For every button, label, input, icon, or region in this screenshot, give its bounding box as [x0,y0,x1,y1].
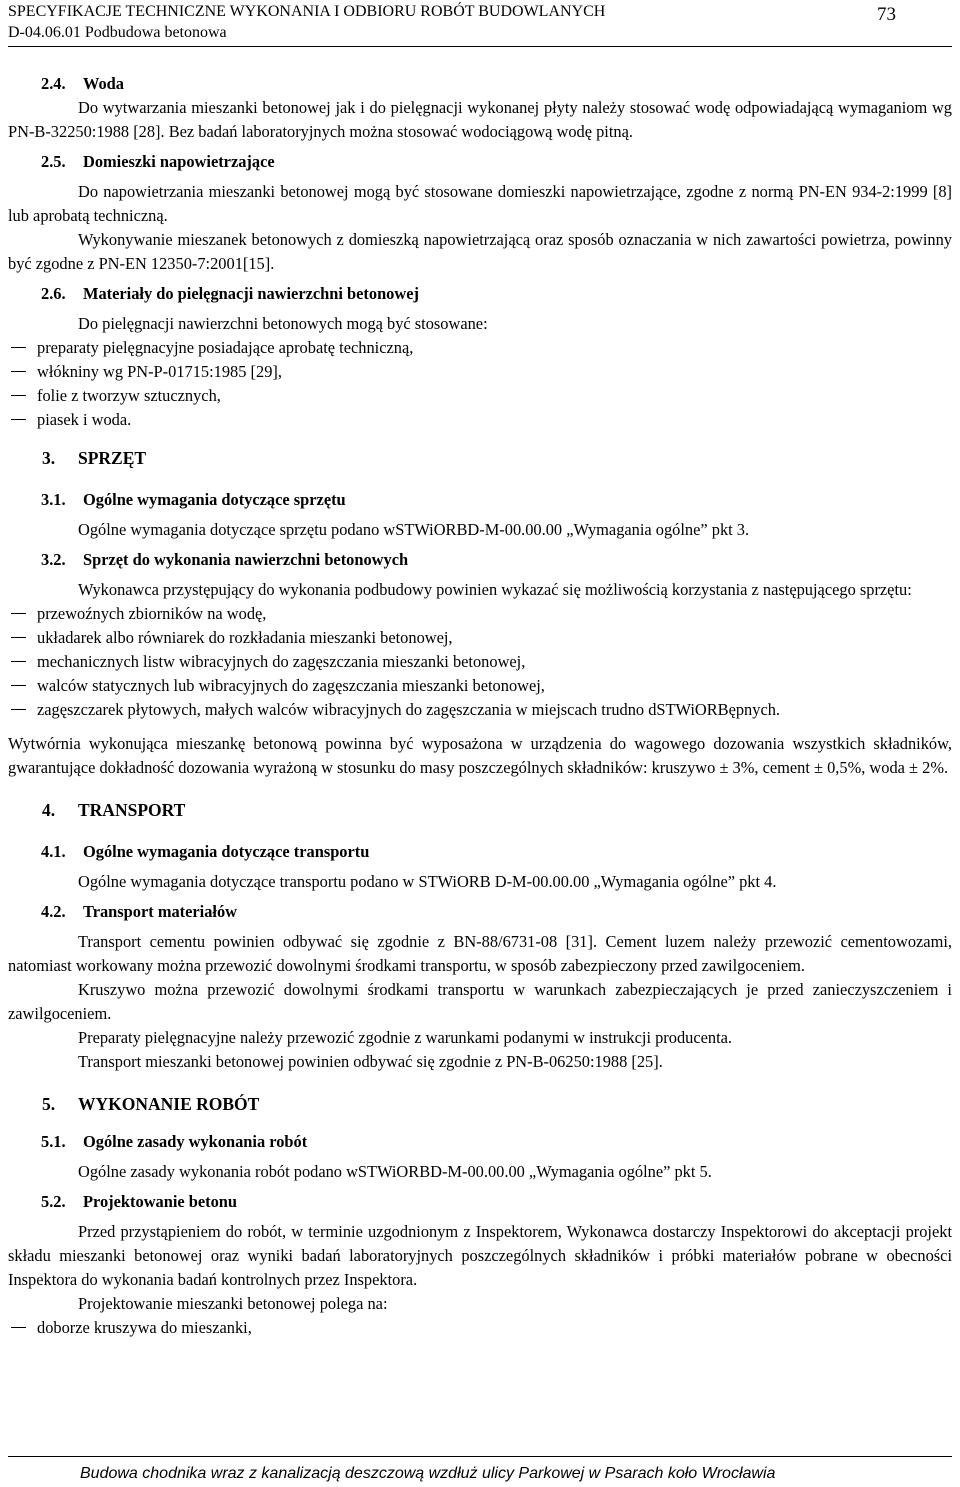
section-heading-3-1: 3.1. Ogólne wymagania dotyczące sprzętu [41,490,346,509]
section-heading-4: 4. TRANSPORT [42,800,186,820]
paragraph: Wykonywanie mieszanek betonowych z domieszką napowietrzającą oraz sposób oznaczania w nich zawartości powietrza, powinny być zgodne z PN-EN 12350-7:2001[15]. [8,230,952,273]
paragraph: Ogólne wymagania dotyczące sprzętu podano wSTWiORBD-M-00.00.00 „Wymagania ogólne” pkt 3. [78,520,750,539]
section-heading-3-2: 3.2. Sprzęt do wykonania nawierzchni betonowych [41,550,409,569]
section-heading-2-6: 2.6. Materiały do pielęgnacji nawierzchni betonowej [41,284,419,303]
paragraph: Do pielęgnacji nawierzchni betonowych mogą być stosowane: [78,314,488,333]
header-subtitle: D-04.06.01 Podbudowa betonowa [8,24,227,41]
paragraph: Do wytwarzania mieszanki betonowej jak i do pielęgnacji wykonanej płyty należy stosować wodę odpowiadającą wymaganiom wg PN-B-32250:1988 [28]. Bez badań laboratoryjnych można stosować wodociągową wodę pitną. [8,98,952,141]
paragraph: Transport mieszanki betonowej powinien odbywać się zgodnie z PN-B-06250:1988 [25]. [78,1052,663,1071]
document-body [8,72,952,1340]
list-item: włókniny wg PN-P-01715:1985 [29], [8,360,952,384]
list-item: mechanicznych listw wibracyjnych do zagęszczania mieszanki betonowej, [8,650,952,674]
list-item: piasek i woda. [8,408,952,432]
section-heading-3: 3. SPRZĘT [42,448,147,468]
paragraph: Kruszywo można przewozić dowolnymi środkami transportu w warunkach zabezpieczających je przed zanieczyszczeniem i zawilgoceniem. [8,980,952,1023]
paragraph: Przed przystąpieniem do robót, w terminie uzgodnionym z Inspektorem, Wykonawca dostarczy Inspektorowi do akceptacji projekt składu mieszanki betonowej oraz wyniki badań laboratoryjnych poszczególnych składników i próbki materiałów pobrane w obecności Inspektora do wykonania badań kontrolnych przez Inspektora. [8,1222,952,1289]
section-heading-4-1: 4.1. Ogólne wymagania dotyczące transportu [41,842,370,861]
paragraph: Do napowietrzania mieszanki betonowej mogą być stosowane domieszki napowietrzające, zgodne z normą PN-EN 934-2:1999 [8] lub aprobatą techniczną. [8,182,952,225]
section-heading-5: 5. WYKONANIE ROBÓT [42,1094,260,1114]
section-heading-2-4: 2.4. Woda [41,74,124,93]
page-footer: Budowa chodnika wraz z kanalizacją deszczową wzdłuż ulicy Parkowej w Psarach koło Wrocławia [80,1465,776,1482]
header-title: SPECYFIKACJE TECHNICZNE WYKONANIA I ODBIORU ROBÓT BUDOWLANYCH [8,3,606,20]
section-heading-2-5: 2.5. Domieszki napowietrzające [41,152,275,171]
paragraph: Preparaty pielęgnacyjne należy przewozić zgodnie z warunkami podanymi w instrukcji producenta. [78,1028,733,1047]
section-heading-5-1: 5.1. Ogólne zasady wykonania robót [41,1132,308,1151]
paragraph: Wykonawca przystępujący do wykonania podbudowy powinien wykazać się możliwością korzystania z następującego sprzętu: [78,580,912,599]
paragraph: Ogólne zasady wykonania robót podano wSTWiORBD-M-00.00.00 „Wymagania ogólne” pkt 5. [78,1162,712,1181]
list-item: preparaty pielęgnacyjne posiadające aprobatę techniczną, [8,336,952,360]
list-item: układarek albo równiarek do rozkładania mieszanki betonowej, [8,626,952,650]
header-divider [8,46,952,47]
footer-divider [8,1456,952,1457]
section-heading-4-2: 4.2. Transport materiałów [41,902,238,921]
list-item: przewoźnych zbiorników na wodę, [8,602,952,626]
list-item: doborze kruszywa do mieszanki, [8,1316,952,1340]
paragraph: Ogólne wymagania dotyczące transportu podano w STWiORB D-M-00.00.00 „Wymagania ogólne” pkt 4. [78,872,777,891]
paragraph: Transport cementu powinien odbywać się zgodnie z BN-88/6731-08 [31]. Cement luzem należy przewozić cementowozami, natomiast workowany można przewozić dowolnymi środkami transportu, w sposób zabezpieczony przed zawilgoceniem. [8,932,952,975]
paragraph: Projektowanie mieszanki betonowej polega na: [78,1294,388,1313]
page-number: 73 [877,4,896,25]
page-header [8,1,952,43]
list-item: walców statycznych lub wibracyjnych do zagęszczania mieszanki betonowej, [8,674,952,698]
section-heading-5-2: 5.2. Projektowanie betonu [41,1192,238,1211]
paragraph: Wytwórnia wykonująca mieszankę betonową powinna być wyposażona w urządzenia do wagowego dozowania wszystkich składników, gwarantujące dokładność dozowania wyrażoną w stosunku do masy poszczególnych składników: kruszywo ± 3%, cement ± 0,5%, woda ± 2%. [8,734,952,777]
list-item: zagęszczarek płytowych, małych walców wibracyjnych do zagęszczania w miejscach trudno dSTWiORBępnych. [8,698,952,722]
list-item: folie z tworzyw sztucznych, [8,384,952,408]
